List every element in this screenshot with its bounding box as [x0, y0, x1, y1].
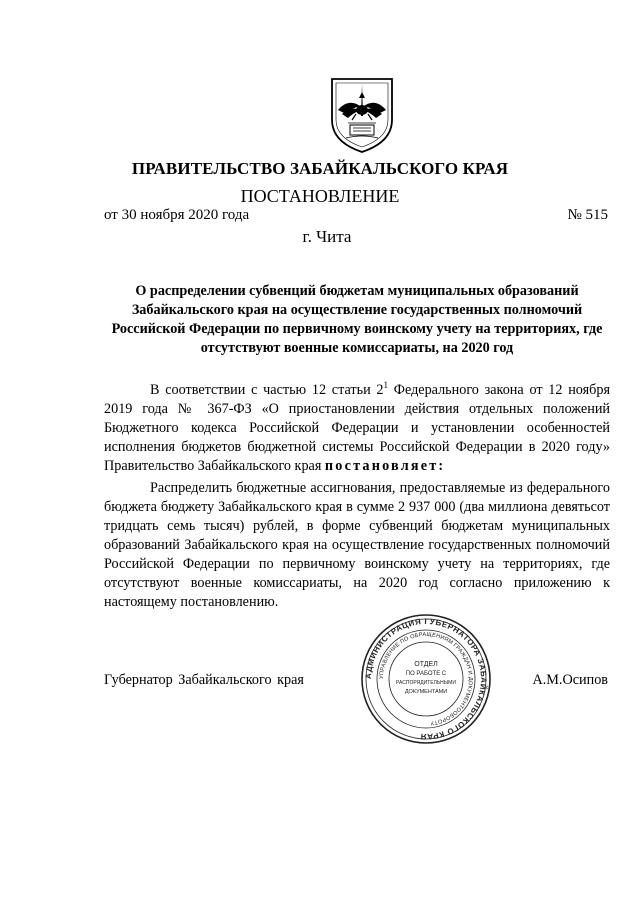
document-title: О распределении субвенций бюджетам муниципальных образований Забайкальского края на осуществление государственных полномочий Российской Федерации по первичному воинскому учету на территориях, где отсутствуют военные комиссариаты, на 2020 год — [111, 283, 603, 356]
preamble-text-start: В соответствии с частью 12 статьи 2 — [150, 382, 384, 398]
stamp-center-line-4: ДОКУМЕНТАМИ — [404, 689, 448, 695]
signatory-name: А.М.Осипов — [532, 672, 608, 688]
document-type: ПОСТАНОВЛЕНИЕ — [240, 186, 400, 206]
preamble-paragraph — [104, 381, 610, 476]
body-paragraph — [104, 479, 610, 612]
stamp-center-line-1: ОТДЕЛ — [414, 661, 438, 668]
coat-of-arms-icon — [328, 76, 396, 154]
stamp-center-line-2: ПО РАБОТЕ С — [405, 671, 447, 677]
stamp-outer-text: АДМИНИСТРАЦИЯ ГУБЕРНАТОРА ЗАБАЙКАЛЬСКОГО КРАЯ — [363, 616, 489, 742]
document-city: г. Чита — [302, 227, 352, 246]
document-date: от 30 ноября 2020 года — [104, 207, 250, 223]
government-name: ПРАВИТЕЛЬСТВО ЗАБАЙКАЛЬСКОГО КРАЯ — [131, 159, 509, 178]
document-number: № 515 — [567, 207, 608, 223]
body-paragraph-text: Распределить бюджетные ассигнования, предоставляемые из федерального бюджета бюджету Забайкальского края в сумме 2 937 000 (два миллиона девятьсот тридцать семь тысяч) рублей, в форме субвенций бюджетам муниципальных образований Забайкальского края на осуществление государственных полномочий Российской Федерации по первичному воинскому учету на территориях, где отсутствуют военные комиссариаты, на 2020 год согласно приложению к настоящему постановлению. — [104, 480, 610, 610]
stamp-inner-text: УПРАВЛЕНИЕ ПО ОБРАЩЕНИЯМ ГРАЖДАН И ДОКУМЕНТООБОРОТУ — [378, 631, 474, 726]
round-seal-icon — [360, 613, 492, 745]
svg-text:УПРАВЛЕНИЕ ПО ОБРАЩЕНИЯМ ГРАЖД — [379, 632, 473, 726]
decision-word: постановляет: — [324, 458, 446, 474]
article-superscript: 1 — [383, 380, 389, 390]
stamp-center-line-3: РАСПОРЯДИТЕЛЬНЫМИ — [396, 680, 456, 686]
signatory-position: Губернатор Забайкальского края — [104, 672, 304, 688]
preamble-text-end: Федерального закона от 12 ноября 2019 года № 367-ФЗ «О приостановлении действия отдельных положений Бюджетного кодекса Российской Федерации и установлении особенностей исполнения бюджетов бюджетной системы Российской Федерации в 2020 году» Правительство Забайкальского края — [104, 382, 610, 474]
